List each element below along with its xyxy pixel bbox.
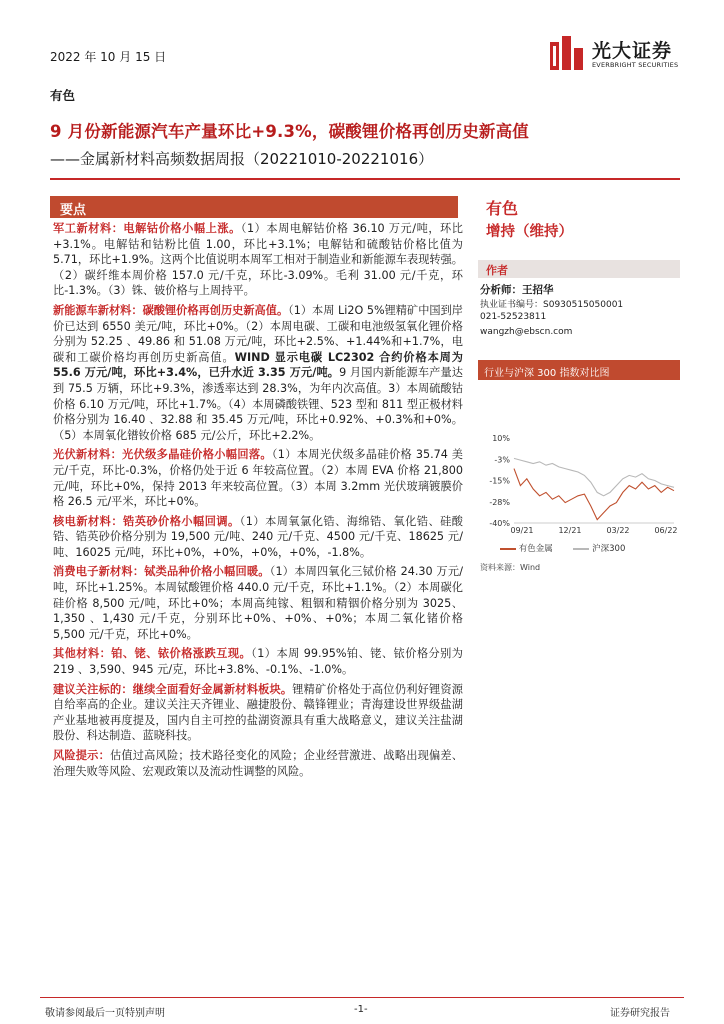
rating-value: 增持（维持） [486, 224, 573, 240]
legend-label-csi300: 沪深300 [592, 544, 626, 554]
paragraph-lead: 新能源车新材料：碳酸锂价格再创历史新高值。 [53, 303, 289, 317]
paragraph-lead: 风险提示： [53, 749, 110, 762]
chart-legend [500, 542, 625, 554]
key-points-label: 要点 [60, 203, 87, 218]
paragraph-lead: 核电新材料：锆英砂价格小幅回调。 [53, 514, 240, 528]
y-tick-label: 10% [492, 434, 510, 443]
footer-report-type: 证券研究报告 [610, 1008, 670, 1019]
comparison-chart [478, 428, 680, 558]
paragraph-text: （1）本周电解钴价格 36.10 万元/吨，环比+3.1%。电解钴和钴粉比值 1.00，环比+3.1%；电解钴和硫酸钴价格比值为 5.71，环比+1.9%。这两个比值说明本周军工相对于制造业和新能源车表现转强。（2）碳纤维本周价格 157.0 元/千克，环比-3.09%。毛利 31.00 元/千克，环比-1.3%。（3）铢、铍价格与上周持平。 [53, 222, 463, 298]
rating-sector: 有色 [486, 199, 519, 218]
paragraph-text: （1）本周四氧化三铽价格 24.30 万元/吨，环比+1.25%。本周铽酸锂价格 440.0 元/千克，环比+1.1%。（2）本周碳化硅价格 8,500 元/吨，环比+0%；本周高纯镓、粗铟和精铟价格分别为 3025、1,350 、1,430 元/千克，分别环比+0%、+0%、+0%；本周二氧化锗价格 5,500 元/千克，环比+0%。 [53, 565, 463, 641]
report-subtitle: ——金属新材料高频数据周报（20221010-20221016） [50, 150, 434, 168]
x-tick-label: 03/22 [606, 526, 630, 535]
x-tick-label: 06/22 [654, 526, 678, 535]
key-points-body [53, 221, 463, 783]
series-line-nonferrous [514, 469, 674, 520]
series-line-csi300 [514, 458, 674, 495]
paragraph-text: （1）本周 Li2O 5%锂精矿中国到岸价已达到 6550 美元/吨，环比+0%。（2）本周电碳、工碳和电池级氢氧化锂价格分别为 52.25 、49.86 和 51.08 万元/吨，环比+2.5%、+1.44%和+1.7%，电碳和工碳价格均再创历史新高值。 [53, 303, 463, 364]
legend-label-nonferrous: 有色金属 [518, 544, 553, 554]
paragraph-lead: 建议关注标的：继续全面看好金属新材料板块。 [53, 682, 293, 696]
paragraph-text: （1）本周 99.95%铂、铑、铱价格分别为 219 、3,590、945 元/克，环比+3.8%、-0.1%、-1.0%。 [53, 647, 463, 677]
paragraph-risk [53, 748, 463, 779]
footer-disclaimer: 敬请参阅最后一页特别声明 [45, 1008, 165, 1019]
paragraph-text: 锂精矿价格处于高位仍利好锂资源自给率高的企业。建议关注天齐锂业、融捷股份、赣锋锂业；青海建设世界级盐湖产业基地被再度提及，国内自主可控的盐湖资源具有重大战略意义，建议关注盐湖股份、科达制造、蓝晓科技。 [53, 682, 463, 743]
legend-swatch-nonferrous [500, 548, 516, 550]
paragraph-lead: 军工新材料：电解钴价格小幅上涨。 [53, 222, 241, 235]
footer-divider [40, 997, 684, 998]
report-title: 9 月份新能源汽车产量环比+9.3%，碳酸锂价格再创历史新高值 [50, 122, 530, 141]
analyst-email[interactable]: wangzh@ebscn.com [480, 327, 573, 337]
paragraph-nuclear [53, 514, 463, 561]
paragraph-tail: 9 月国内新能源车产量达到 75.5 万辆，环比+9.3%，渗透率达到 28.3%，为年内次高值。3）本周硫酸钴价格 6.10 万元/吨，环比+1.7%。（4）本周磷酸铁锂、523 型和 811 型正极材料价格分别为 16.40 、32.88 和 35.45 万元/吨，环比+0.92%、+0.3%和+0%。（5）本周氧化镨钕价格 685 元/公斤，环比+2.2%。 [53, 366, 463, 442]
footer-page-number: -1- [354, 1004, 368, 1015]
y-tick-label: -28% [489, 497, 510, 507]
y-tick-label: -3% [494, 455, 510, 465]
paragraph-text: 估值过高风险；技术路径变化的风险；企业经营激进、战略出现偏差、治理失败等风险、宏观政策以及流动性调整的风险。 [53, 749, 463, 778]
analyst-license: 执业证书编号：S0930515050001 [480, 300, 624, 310]
paragraph-text: （1）本周氧氯化锆、海绵锆、氧化锆、硅酸锆、锆英砂价格分别为 19,500 元/吨、240 元/千克、4500 元/千克、18625 元/吨、16025 元/吨，环比+0%，+0%，+0%，+0%，-1.8%。 [53, 514, 463, 559]
analyst-phone: 021-52523811 [480, 312, 547, 322]
legend-swatch-csi300 [573, 548, 589, 550]
logo-cn: 光大证券 [592, 40, 673, 62]
paragraph-consumer [53, 564, 463, 642]
paragraph-lead: 其他材料：铂、铑、铱价格涨跌互现。 [53, 647, 252, 661]
chart-header-label: 行业与沪深 300 指数对比图 [484, 368, 610, 379]
analyst-name: 分析师：王招华 [480, 284, 554, 296]
report-date: 2022 年 10 月 15 日 [50, 50, 167, 64]
paragraph-ev [53, 303, 463, 443]
logo-en: EVERBRIGHT SECURITIES [592, 61, 679, 69]
paragraph-pv [53, 447, 463, 509]
paragraph-text: （1）本周光伏级多晶硅价格 35.74 美元/千克，环比-0.3%，价格仍处于近 6 年较高位置。（2）本周 EVA 价格 21,800 元/吨，环比+0%，保持 2013 年来较高位置。（3）本周 3.2mm 光伏玻璃镀膜价格 26.5 元/平米，环比+0%。 [53, 448, 463, 509]
author-header [478, 260, 680, 278]
y-tick-label: -40% [489, 519, 510, 528]
sector-label: 有色 [50, 88, 76, 103]
brand-logo [548, 34, 698, 76]
x-tick-label: 09/21 [510, 526, 534, 535]
paragraph-other [53, 646, 463, 677]
y-tick-label: -15% [489, 476, 510, 486]
key-points-header [50, 196, 458, 218]
chart-source: 资料来源：Wind [480, 563, 541, 572]
author-label: 作者 [486, 264, 508, 277]
paragraph-lead: 光伏新材料：光伏级多晶硅价格小幅回落。 [53, 448, 272, 462]
everbright-logo-icon [548, 34, 586, 72]
x-tick-label: 12/21 [558, 526, 582, 535]
paragraph-bold: WIND 显示电碳 LC2302 合约价格本周为 55.6 万元/吨，环比+3.4%，已升水近 3.35 万元/吨。 [53, 350, 463, 380]
paragraph-lead: 消费电子新材料：铽类品种价格小幅回暖。 [53, 565, 270, 579]
paragraph-picks [53, 682, 463, 744]
title-divider [50, 178, 680, 180]
chart-header [478, 360, 680, 380]
paragraph-military [53, 221, 463, 299]
